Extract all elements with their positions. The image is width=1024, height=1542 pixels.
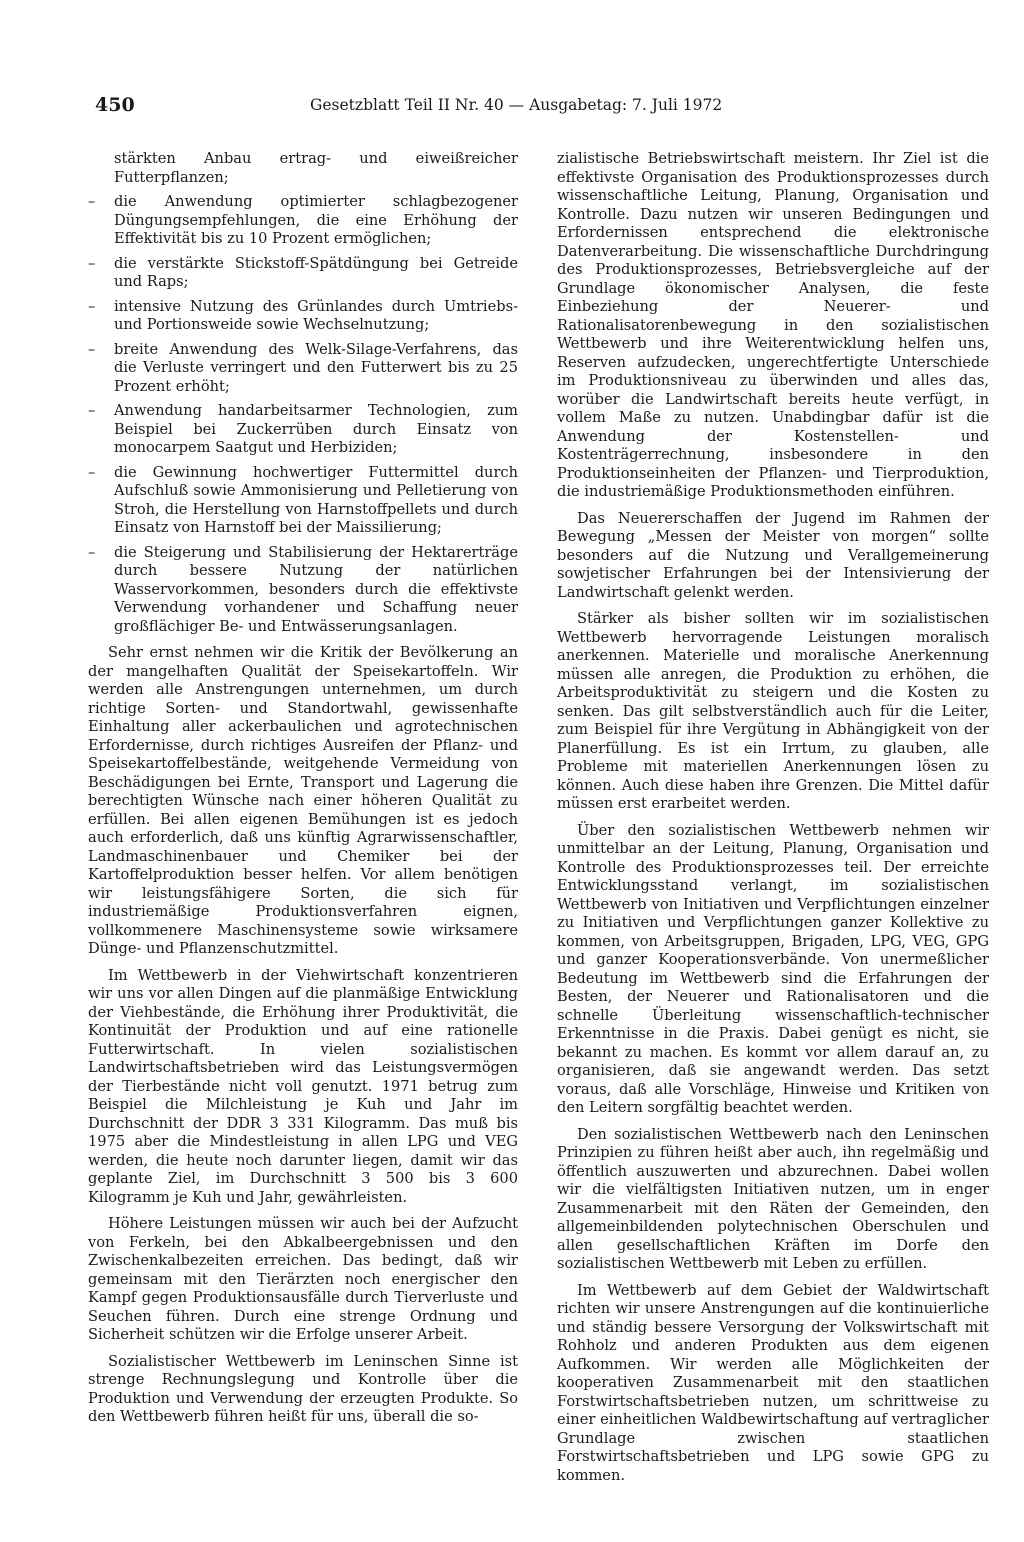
measures-list <box>88 150 518 636</box>
dash-marker: – <box>88 463 96 481</box>
paragraph-recognition: Stärker als bisher sollten wir im sozialistischen Wettbewerb hervorragende Leistungen moralisch anerkennen. Materielle und moralische Anerkennung müssen alle anregen, die Produktion zu erhöhen, die Arbeitsproduktivität zu steigern und die Kosten zu senken. Das gilt selbstverständlich auch für die Leiter, zum Beispiel für ihre Vergütung in Abhängigkeit von der Planerfüllung. Es ist ein Irrtum, zu glauben, alle Probleme mit materiellen Anerkennungen lösen zu können. Auch diese haben ihre Grenzen. Die Mittel dafür müssen erst erarbeitet werden. <box>557 610 989 812</box>
list-item <box>88 255 518 292</box>
paragraph-competition: Über den sozialistischen Wettbewerb nehmen wir unmittelbar an der Leitung, Planung, Organisation und Kontrolle des Produktionsprozesses teil. Der erreichte Entwicklungsstand verlangt, im sozialistischen Wettbewerb von Initiativen und Verpflichtungen einzelner zu Initiativen und Verpflichtungen ganzer Kollektive zu kommen, von Arbeitsgruppen, Brigaden, LPG, VEG, GPG und ganzer Kooperationsverbände. Von unermeßlicher Bedeutung im Wettbewerb sind die Erfahrungen der Besten, der Neuerer und Rationalisatoren und die schnelle Überleitung wissenschaftlich-technischer Erkenntnisse in die Praxis. Dabei genügt es nicht, sie bekannt zu machen. Es kommt vor allem darauf an, zu organisieren, daß sie angewandt werden. Das setzt voraus, daß alle Vorschläge, Hinweise und Kritiken von den Leitern sorgfältig beachtet werden. <box>557 821 989 1116</box>
list-item-text: die Gewinnung hochwertiger Futtermittel durch Aufschluß sowie Ammonisierung und Pelletierung von Stroh, die Herstellung von Harnstoffpellets und durch Einsatz von Harnstoff bei der Maissilierung; <box>114 463 518 536</box>
dash-marker: – <box>88 254 96 272</box>
running-head: Gesetzblatt Teil II Nr. 40 — Ausgabetag: 7. Juli 1972 <box>310 96 723 114</box>
list-item-text: die Steigerung und Stabilisierung der Hektarerträge durch bessere Nutzung der natürlichen Wasservorkommen, besonders durch die effektivste Verwendung vorhandener und Schaffung neuer großflächiger Be- und Entwässerungsanlagen. <box>114 543 518 635</box>
list-item <box>88 464 518 538</box>
list-item-text: die Anwendung optimierter schlagbezogener Düngungsempfehlungen, die eine Erhöhung der Effektivität bis zu 10 Prozent ermöglichen; <box>114 193 518 247</box>
list-item-text: intensive Nutzung des Grünlandes durch Umtriebs- und Portionsweide sowie Wechselnutzung; <box>114 297 518 333</box>
paragraph-livestock: Im Wettbewerb in der Viehwirtschaft konzentrieren wir uns vor allen Dingen auf die planmäßige Entwicklung der Viehbestände, die Erhöhung ihrer Produktivität, die Kontinuität der Produktion und auf eine rationelle Futterwirtschaft. In vielen sozialistischen Landwirtschaftsbetrieben wird das Leistungsvermögen der Tierbestände nicht voll genutzt. 1971 betrug zum Beispiel die Milchleistung je Kuh und Jahr im Durchschnitt der DDR 3 331 Kilogramm. Das muß bis 1975 aber die Mindestleistung in allen LPG und VEG werden, die heute noch darunter liegen, damit wir das geplante Ziel, im Durchschnitt 3 500 bis 3 600 Kilogramm je Kuh und Jahr, gewährleisten. <box>88 966 518 1206</box>
paragraph-leninist-principles: Den sozialistischen Wettbewerb nach den Leninschen Prinzipien zu führen heißt aber auch, ihn regelmäßig und öffentlich auszuwerten und abzurechnen. Dabei wollen wir die vielfältigsten Initiativen nutzen, um in enger Zusammenarbeit mit den Räten der Gemeinden, den allgemeinbildenden polytechnischen Oberschulen und allen gesellschaftlichen Kräften im Dorfe den sozialistischen Wettbewerb mit Leben zu erfüllen. <box>557 1125 989 1272</box>
list-item <box>88 341 518 397</box>
paragraph-forestry: Im Wettbewerb auf dem Gebiet der Waldwirtschaft richten wir unsere Anstrengungen auf die kontinuierliche und ständig bessere Versorgung der Volkswirtschaft mit Rohholz und anderen Produkten aus dem eigenen Aufkommen. Wir werden alle Möglichkeiten der kooperativen Zusammenarbeit mit den staatlichen Forstwirtschaftsbetrieben nutzen, um schrittweise zu einer einheitlichen Waldbewirtschaftung auf vertraglicher Grundlage zwischen staatlichen Forstwirtschaftsbetrieben und LPG sowie GPG zu kommen. <box>557 1281 989 1484</box>
dash-marker: – <box>88 297 96 315</box>
page-header <box>95 94 985 124</box>
paragraph-youth-innovation: Das Neuererschaffen der Jugend im Rahmen der Bewegung „Messen der Meister von morgen“ sollte besonders auf die Nutzung und Verallgemeinerung sowjetischer Erfahrungen bei der Intensivierung der Landwirtschaft gelenkt werden. <box>557 509 989 601</box>
paragraph-breeding: Höhere Leistungen müssen wir auch bei der Aufzucht von Ferkeln, bei den Abkalbeergebnissen und den Zwischenkalbezeiten erreichen. Das bedingt, daß wir gemeinsam mit den Tierärzten noch energischer den Kampf gegen Produktionsausfälle durch Tierverluste und Seuchen führen. Durch eine strenge Ordnung und Sicherheit schützen wir die Erfolge unserer Arbeit. <box>88 1215 518 1343</box>
list-item-text: stärkten Anbau ertrag- und eiweißreicher Futterpflanzen; <box>114 150 518 186</box>
list-item-text: Anwendung handarbeitsarmer Technologien, zum Beispiel bei Zuckerrüben durch Einsatz von monocarpem Saatgut und Herbiziden; <box>114 402 518 456</box>
list-item <box>88 193 518 249</box>
list-item-text: breite Anwendung des Welk-Silage-Verfahrens, das die Verluste verringert und den Futterwert bis zu 25 Prozent erhöht; <box>114 340 518 395</box>
page-number: 450 <box>95 94 135 116</box>
list-item-continuation <box>88 150 518 187</box>
list-item-text: die verstärkte Stickstoff-Spätdüngung bei Getreide und Raps; <box>114 254 518 290</box>
dash-marker: – <box>88 193 96 210</box>
dash-marker: – <box>88 543 96 561</box>
list-item <box>88 402 518 458</box>
dash-marker: – <box>88 402 96 419</box>
left-column <box>88 150 518 1435</box>
list-item <box>88 544 518 637</box>
right-column <box>557 150 989 1493</box>
list-item <box>88 298 518 335</box>
dash-marker: – <box>88 340 96 358</box>
paragraph-potato-quality: Sehr ernst nehmen wir die Kritik der Bevölkerung an der mangelhaften Qualität der Speisekartoffeln. Wir werden alle Anstrengungen unternehmen, um durch richtige Sorten- und Standortwahl, gewissenhafte Einhaltung aller ackerbaulichen und agrotechnischen Erfordernisse, durch richtiges Ausreifen der Pflanz- und Speisekartoffelbestände, weitgehende Vermeidung von Beschädigungen bei Ernte, Transport und Lagerung die berechtigten Wünsche nach einer höheren Qualität zu erfüllen. Bei allen eigenen Bemühungen ist es jedoch auch erforderlich, daß uns künftig Agrarwissenschaftler, Landmaschinenbauer und Chemiker bei der Kartoffelproduktion besser helfen. Vor allem benötigen wir leistungsfähigere Sorten, die sich für industriemäßige Produktionsverfahren eignen, vollkommenere Maschinensysteme sowie wirksamere Dünge- und Pflanzenschutzmittel. <box>88 644 518 957</box>
paragraph-accounting: Sozialistischer Wettbewerb im Leninschen Sinne ist strenge Rechnungslegung und Kontrolle über die Produktion und Verwendung der erzeugten Produkte. So den Wettbewerb führen heißt für uns, überall die so- <box>88 1352 518 1425</box>
paragraph-continuation: zialistische Betriebswirtschaft meistern. Ihr Ziel ist die effektivste Organisation des Produktionsprozesses durch wissenschaftliche Leitung, Planung, Organisation und Kontrolle. Dazu nutzen wir unseren Bedingungen und Erfordernissen entsprechend die elektronische Datenverarbeitung. Die wissenschaftliche Durchdringung des Produktionsprozesses, Betriebsvergleiche auf der Grundlage ökonomischer Analysen, die feste Einbeziehung der Neuerer- und Rationalisatorenbewegung in den sozialistischen Wettbewerb und ihre Weiterentwicklung helfen uns, Reserven aufzudecken, ungerechtfertigte Unterschiede im Produktionsniveau zu überwinden und alles das, worüber die Landwirtschaft bereits heute verfügt, in vollem Maße zu nutzen. Unabdingbar dafür ist die Anwendung der Kostenstellen- und Kostenträgerrechnung, insbesondere in den Produktionseinheiten der Pflanzen- und Tierproduktion, die industriemäßige Produktionsmethoden einführen. <box>557 150 989 500</box>
